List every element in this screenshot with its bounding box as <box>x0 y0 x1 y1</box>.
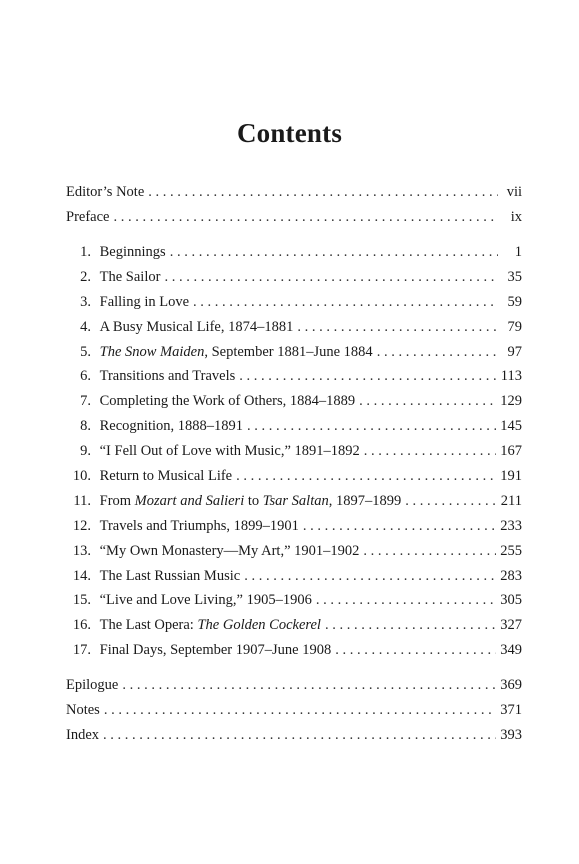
chapter-number: 1. <box>80 244 91 260</box>
dot-leader <box>297 319 498 336</box>
chapter-page: 145 <box>500 418 522 435</box>
dot-leader <box>303 518 496 535</box>
chapter-title: Completing the Work of Others, 1884–1889 <box>99 393 356 410</box>
dot-leader <box>316 592 496 609</box>
dot-leader <box>325 617 496 634</box>
chapter-page: 1 <box>514 244 522 260</box>
toc-chapter[interactable] <box>66 468 522 493</box>
chapter-title: “My Own Monastery—My Art,” 1901–1902 <box>99 542 360 559</box>
chapter-number: 5. <box>80 343 91 360</box>
toc-chapter[interactable] <box>66 368 522 393</box>
dot-leader <box>148 184 498 201</box>
chapter-number: 10. <box>72 468 91 485</box>
chapter-page: 305 <box>500 592 522 609</box>
dot-leader <box>405 493 497 510</box>
toc-back-matter <box>66 677 522 752</box>
chapter-page: 349 <box>500 642 522 659</box>
toc-chapter[interactable] <box>66 269 522 294</box>
dot-leader <box>244 568 496 585</box>
chapter-page: 129 <box>500 393 522 410</box>
chapter-title <box>100 617 321 633</box>
page-title: Contents <box>236 118 343 148</box>
toc-entry[interactable] <box>66 702 522 727</box>
dot-leader <box>193 294 498 311</box>
chapter-title <box>100 493 402 509</box>
chapter-page: 79 <box>507 318 522 335</box>
dot-leader <box>236 468 496 485</box>
chapter-number: 17. <box>72 642 91 659</box>
chapter-title-rest: , 1897–1899 <box>328 492 402 509</box>
chapter-title: “Live and Love Living,” 1905–1906 <box>99 592 312 609</box>
toc-front-matter <box>66 184 522 234</box>
chapter-number: 13. <box>72 542 91 559</box>
dot-leader <box>122 677 496 694</box>
toc-chapter[interactable] <box>66 518 522 543</box>
chapter-number: 11. <box>73 492 91 509</box>
chapter-number: 6. <box>80 368 91 385</box>
chapter-number: 12. <box>72 517 91 534</box>
toc-entry-page: ix <box>510 208 522 225</box>
toc-entry-page: 369 <box>500 677 522 693</box>
dot-leader <box>103 727 496 744</box>
chapter-page: 233 <box>500 517 522 534</box>
chapter-title-rest: , September 1881–June 1884 <box>204 343 373 360</box>
dot-leader <box>363 543 496 560</box>
dot-leader <box>247 418 496 435</box>
dot-leader <box>335 642 496 659</box>
dot-leader <box>359 393 496 410</box>
toc-chapter[interactable] <box>66 443 522 468</box>
chapter-page: 35 <box>507 268 522 285</box>
chapter-title-italic: The Golden Cockerel <box>197 617 321 634</box>
toc-entry-label: Epilogue <box>66 677 119 693</box>
dot-leader <box>104 702 496 719</box>
dot-leader <box>170 244 498 261</box>
toc-chapter[interactable] <box>66 393 522 418</box>
toc-chapter[interactable] <box>66 418 522 443</box>
toc-chapter[interactable] <box>66 493 522 518</box>
chapter-number: 4. <box>80 318 91 335</box>
chapter-page: 191 <box>500 468 522 485</box>
chapter-title: Beginnings <box>99 244 166 260</box>
toc-entry-page: vii <box>506 184 522 200</box>
chapter-page: 283 <box>500 567 522 584</box>
chapter-title: Return to Musical Life <box>99 468 233 485</box>
chapter-title <box>100 344 373 360</box>
toc-entry-label: Notes <box>66 701 100 718</box>
toc-entry-page: 393 <box>500 726 522 743</box>
chapter-number: 14. <box>72 567 91 584</box>
toc-entry-page: 371 <box>500 701 522 718</box>
chapter-title-pre: From <box>99 492 135 509</box>
chapter-number: 7. <box>80 393 91 410</box>
chapter-title: A Busy Musical Life, 1874–1881 <box>99 318 294 335</box>
toc-entry[interactable] <box>66 184 522 209</box>
toc-chapter[interactable] <box>66 642 522 667</box>
chapter-number: 3. <box>80 293 91 310</box>
dot-leader <box>377 344 498 361</box>
chapter-page: 59 <box>507 293 522 310</box>
chapter-page: 97 <box>507 343 522 360</box>
chapter-title: Transitions and Travels <box>99 368 236 385</box>
toc-chapters <box>66 244 522 667</box>
toc-chapter[interactable] <box>66 592 522 617</box>
chapter-title-italic: The Snow Maiden <box>99 343 205 360</box>
chapter-number: 2. <box>80 268 91 285</box>
chapter-page: 167 <box>500 443 522 460</box>
toc-entry[interactable] <box>66 727 522 752</box>
chapter-title: “I Fell Out of Love with Music,” 1891–1892 <box>99 443 360 460</box>
toc-entry-label: Index <box>66 726 100 743</box>
chapter-title-italic-2: Tsar Saltan <box>262 492 329 509</box>
dot-leader <box>364 443 496 460</box>
toc-chapter[interactable] <box>66 344 522 369</box>
toc-chapter[interactable] <box>66 294 522 319</box>
dot-leader <box>164 269 498 286</box>
toc-entry[interactable] <box>66 209 522 234</box>
toc-entry-label: Preface <box>66 208 110 225</box>
toc-entry-label: Editor’s Note <box>66 184 145 200</box>
toc-chapter[interactable] <box>66 244 522 269</box>
dot-leader <box>239 368 497 385</box>
chapter-title: The Sailor <box>99 268 161 285</box>
dot-leader <box>113 209 498 226</box>
chapter-title: Travels and Triumphs, 1899–1901 <box>99 517 299 534</box>
chapter-page: 255 <box>500 542 522 559</box>
toc-chapter[interactable] <box>66 319 522 344</box>
chapter-title-italic: Mozart and Salieri <box>134 492 245 509</box>
toc-chapter[interactable] <box>66 617 522 642</box>
chapter-title: The Last Russian Music <box>99 567 241 584</box>
chapter-title: Recognition, 1888–1891 <box>99 418 244 435</box>
toc-entry[interactable] <box>66 677 522 702</box>
chapter-title: Final Days, September 1907–June 1908 <box>99 642 332 659</box>
chapter-number: 9. <box>80 443 91 460</box>
chapter-number: 15. <box>72 592 91 609</box>
toc-chapter[interactable] <box>66 568 522 593</box>
toc-chapter[interactable] <box>66 543 522 568</box>
chapter-number: 16. <box>72 617 91 634</box>
chapter-title-pre: The Last Opera: <box>99 617 198 634</box>
chapter-page: 211 <box>500 492 522 509</box>
chapter-title-mid: to <box>244 492 263 509</box>
chapter-page: 327 <box>500 617 522 634</box>
chapter-title: Falling in Love <box>99 293 190 310</box>
chapter-number: 8. <box>80 418 91 435</box>
chapter-page: 113 <box>500 368 522 385</box>
